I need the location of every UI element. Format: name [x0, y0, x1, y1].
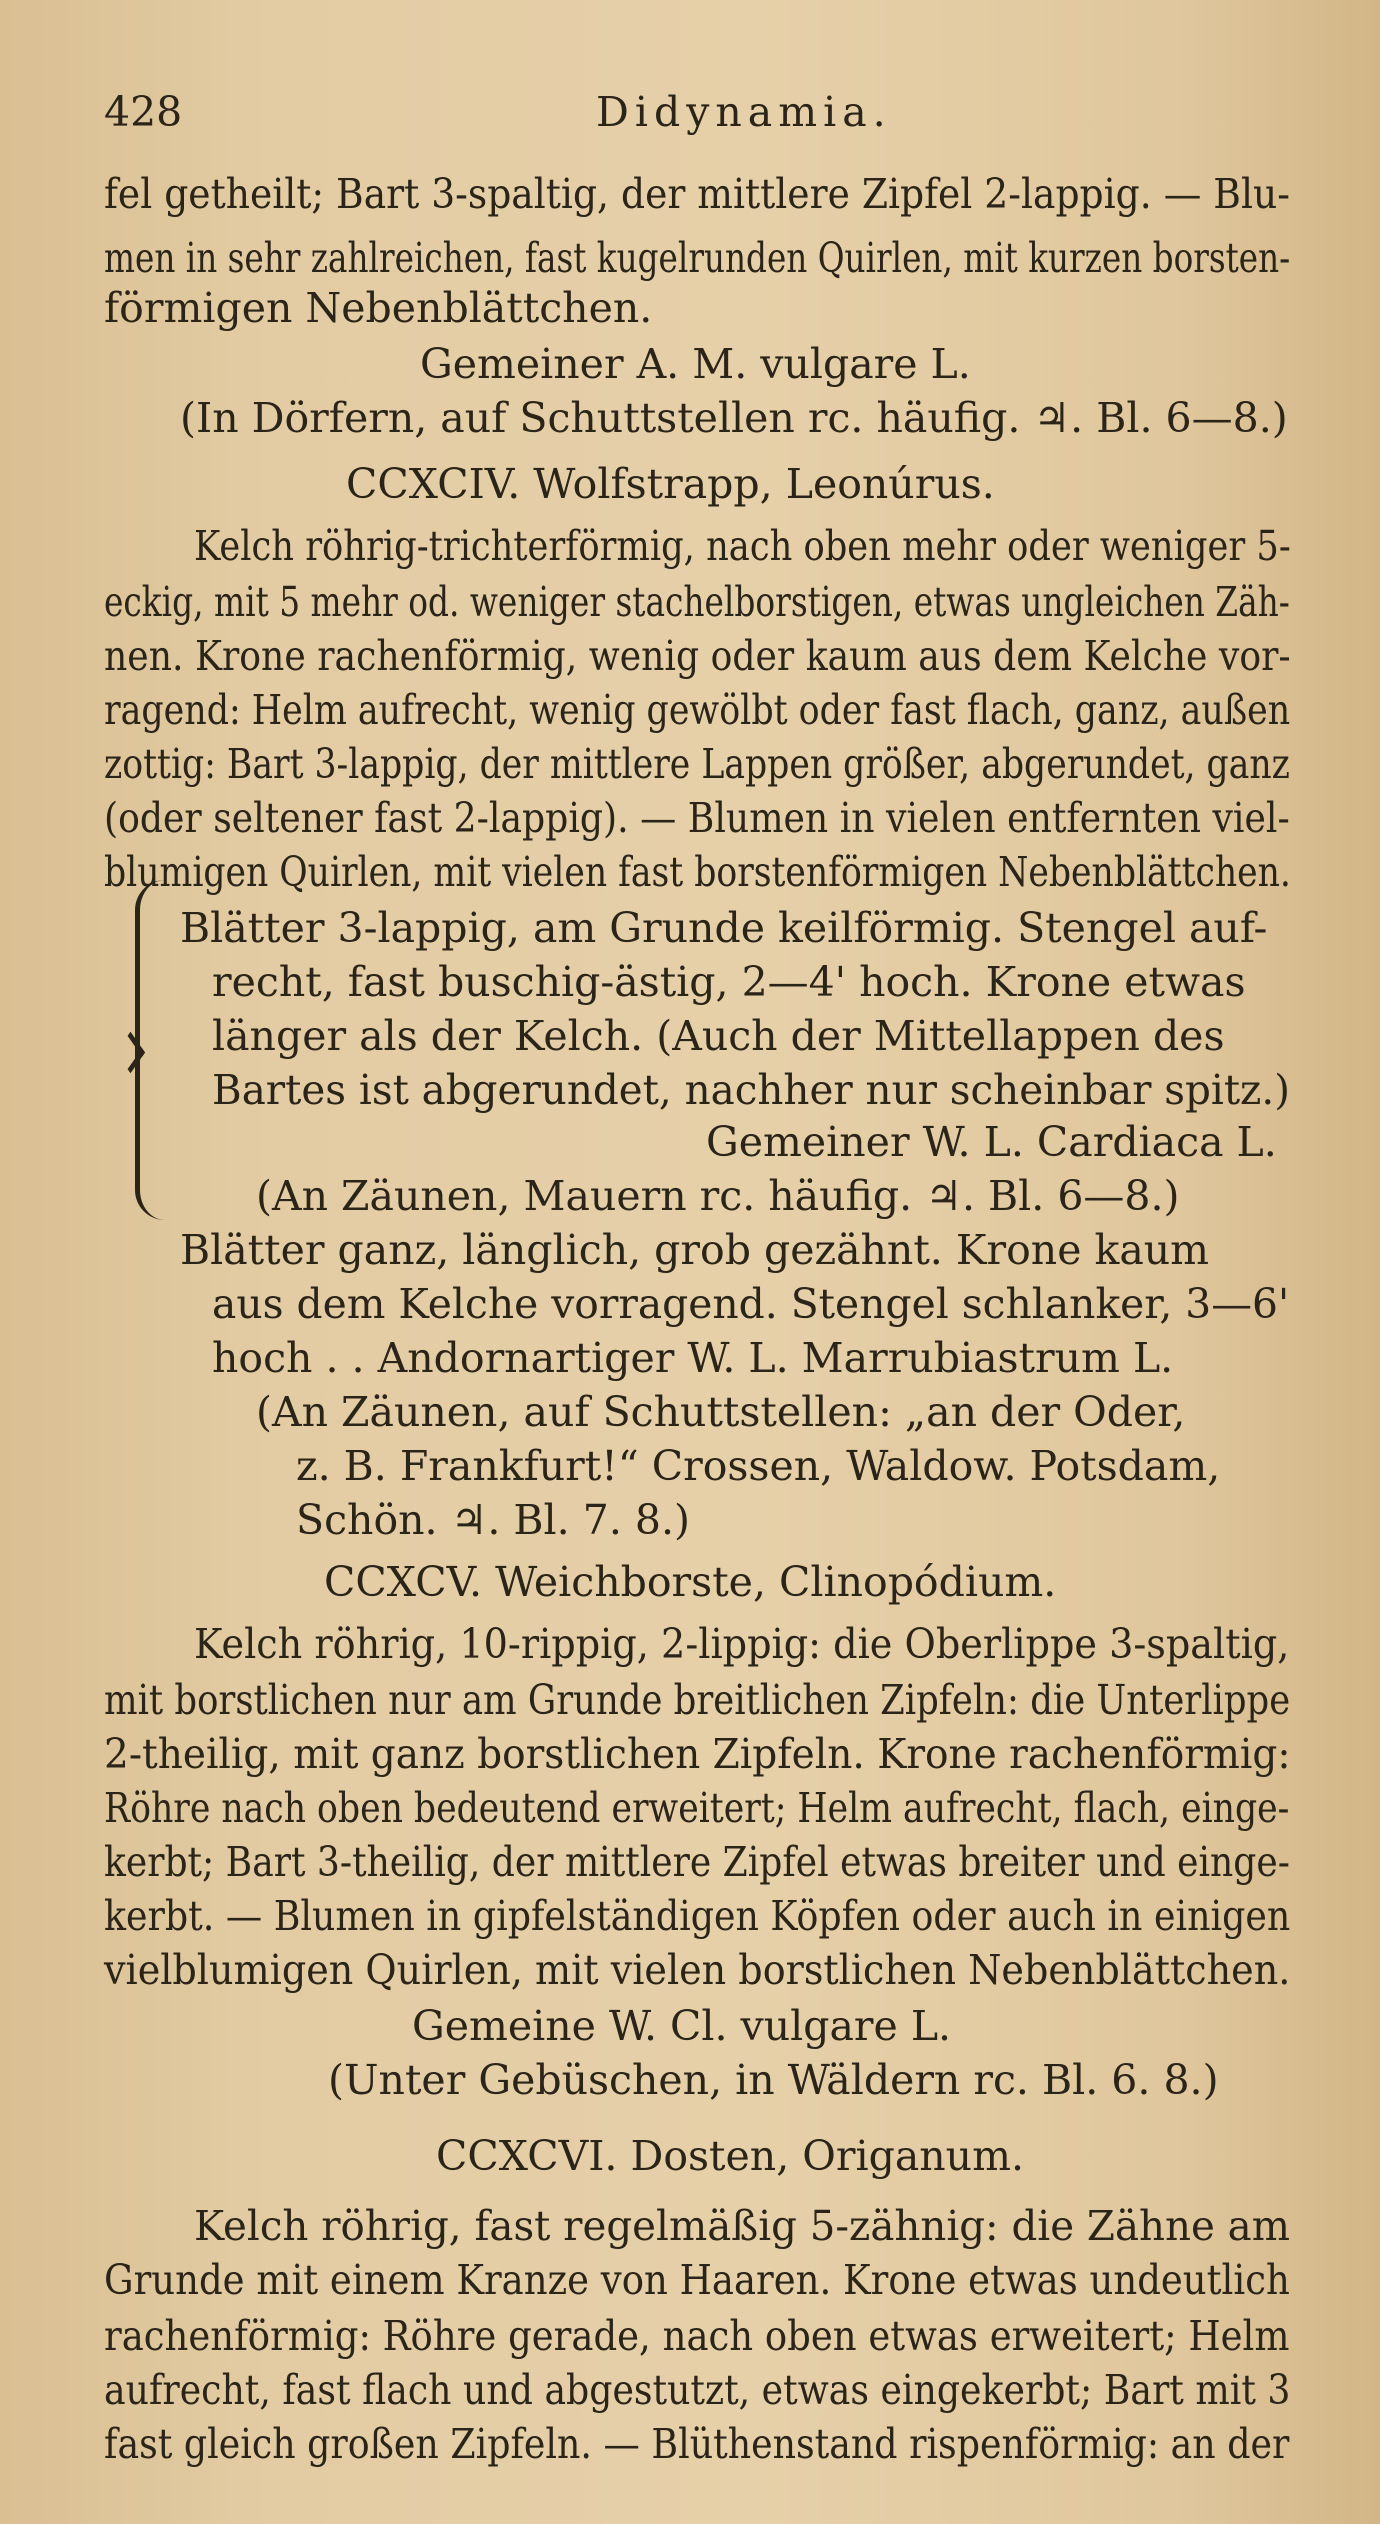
species-name: Gemeiner W. L. Cardiaca L. — [706, 1118, 1277, 1166]
key-line: Bartes ist abgerundet, nachher nur scheinbar spitz.) — [212, 1066, 1290, 1114]
habitat-note: (An Zäunen, auf Schuttstellen: „an der Oder, — [256, 1388, 1186, 1436]
habitat-note: (Unter Gebüschen, in Wäldern rc. Bl. 6. 8.) — [328, 2056, 1219, 2104]
habitat-note: (An Zäunen, Mauern rc. häufig. ♃. Bl. 6—8.) — [256, 1172, 1180, 1220]
text-line: 2-theilig, mit ganz borstlichen Zipfeln. Krone rachenförmig: — [104, 1730, 1291, 1778]
species-name: Gemeine W. Cl. vulgare L. — [412, 2002, 952, 2050]
genus-heading: CCXCIV. Wolfstrapp, Leonúrus. — [346, 460, 995, 508]
habitat-note: (In Dörfern, auf Schuttstellen rc. häufig. ♃. Bl. 6—8.) — [180, 394, 1288, 442]
text-line: kerbt. — Blumen in gipfelständigen Köpfen oder auch in einigen — [104, 1892, 1291, 1940]
text-line: aufrecht, fast flach und abgestutzt, etwas eingekerbt; Bart mit 3 — [104, 2366, 1291, 2414]
text-line: fel getheilt; Bart 3-spaltig, der mittlere Zipfel 2-lappig. — Blu- — [104, 170, 1290, 218]
text-line: Röhre nach oben bedeutend erweitert; Helm aufrecht, flach, einge- — [104, 1784, 1290, 1832]
habitat-note: z. B. Frankfurt!“ Crossen, Waldow. Potsdam, — [296, 1442, 1221, 1490]
text-line: (oder seltener fast 2-lappig). — Blumen in vielen entfernten viel- — [104, 794, 1290, 842]
species-name: Gemeiner A. M. vulgare L. — [420, 340, 971, 388]
text-line: vielblumigen Quirlen, mit vielen borstlichen Nebenblättchen. — [104, 1946, 1291, 1994]
text-line: fast gleich großen Zipfeln. — Blüthenstand rispenförmig: an der — [104, 2420, 1290, 2468]
text-line: förmigen Nebenblättchen. — [104, 284, 653, 332]
text-line: nen. Krone rachenförmig, wenig oder kaum aus dem Kelche vor- — [104, 632, 1291, 680]
text-line: blumigen Quirlen, mit vielen fast borstenförmigen Nebenblättchen. — [104, 848, 1291, 896]
species-name: hoch . . Andornartiger W. L. Marrubiastrum L. — [212, 1334, 1174, 1382]
genus-heading: CCXCV. Weichborste, Clinopódium. — [324, 1558, 1057, 1606]
running-title: Didynamia. — [596, 88, 892, 136]
key-line: aus dem Kelche vorragend. Stengel schlanker, 3—6' — [212, 1280, 1290, 1328]
text-line: ragend: Helm aufrecht, wenig gewölbt oder fast flach, ganz, außen — [104, 686, 1291, 734]
genus-heading: CCXCVI. Dosten, Origanum. — [436, 2132, 1024, 2180]
text-line: Kelch röhrig, 10-rippig, 2-lippig: die Oberlippe 3-spaltig, — [194, 1620, 1290, 1668]
habitat-note: Schön. ♃. Bl. 7. 8.) — [296, 1496, 691, 1544]
text-line: Kelch röhrig-trichterförmig, nach oben mehr oder weniger 5- — [194, 522, 1291, 570]
text-line: mit borstlichen nur am Grunde breitlichen Zipfeln: die Unterlippe — [104, 1676, 1291, 1724]
text-line: Grunde mit einem Kranze von Haaren. Krone etwas undeutlich — [104, 2256, 1290, 2304]
key-line: recht, fast buschig-ästig, 2—4' hoch. Krone etwas — [212, 958, 1246, 1006]
text-line: rachenförmig: Röhre gerade, nach oben etwas erweitert; Helm — [104, 2312, 1290, 2360]
text-line: men in sehr zahlreichen, fast kugelrunden Quirlen, mit kurzen borsten- — [104, 234, 1291, 282]
text-line: Kelch röhrig, fast regelmäßig 5-zähnig: die Zähne am — [194, 2202, 1290, 2250]
key-line: länger als der Kelch. (Auch der Mittellappen des — [212, 1012, 1225, 1060]
text-line: eckig, mit 5 mehr od. weniger stachelborstigen, etwas ungleichen Zäh- — [104, 578, 1290, 626]
text-line: kerbt; Bart 3-theilig, der mittlere Zipfel etwas breiter und einge- — [104, 1838, 1290, 1886]
text-line: zottig: Bart 3-lappig, der mittlere Lappen größer, abgerundet, ganz — [104, 740, 1290, 788]
key-line: Blätter 3-lappig, am Grunde keilförmig. Stengel auf- — [180, 904, 1268, 952]
page-number: 428 — [104, 88, 183, 136]
key-line: Blätter ganz, länglich, grob gezähnt. Krone kaum — [180, 1226, 1210, 1274]
